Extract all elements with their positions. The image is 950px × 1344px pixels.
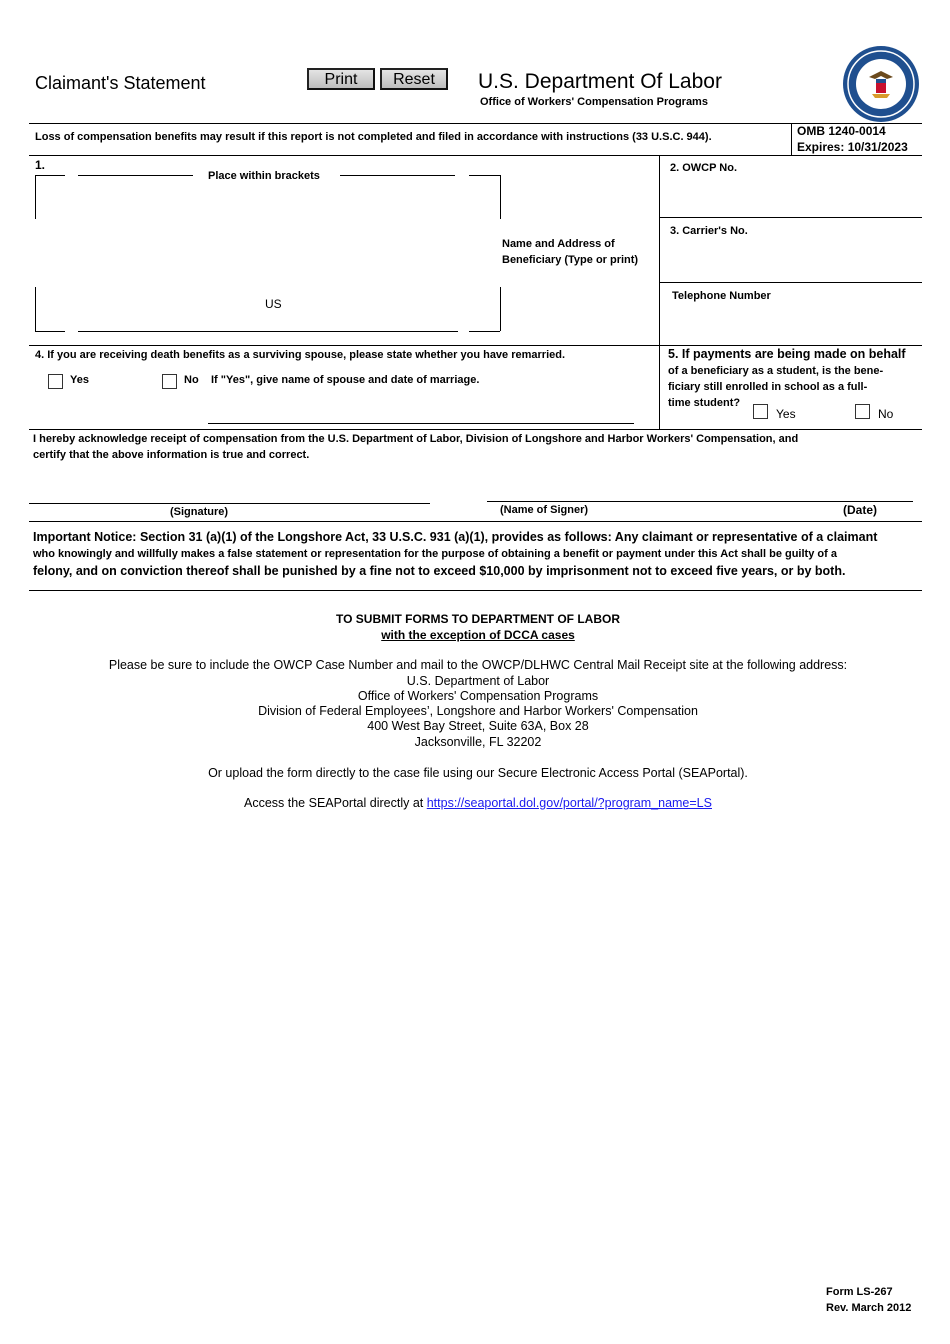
bracket-label: Place within brackets bbox=[208, 170, 320, 182]
seaportal-access bbox=[0, 796, 950, 810]
address-line-2: Office of Workers' Compensation Programs bbox=[357, 689, 599, 703]
agency-name: U.S. Department Of Labor bbox=[478, 70, 722, 93]
beneficiary-label: Name and Address of Beneficiary (Type or print) bbox=[502, 238, 639, 266]
submit-heading: TO SUBMIT FORMS TO DEPARTMENT OF LABOR bbox=[336, 612, 620, 626]
reset-button[interactable]: Reset bbox=[380, 68, 448, 90]
remarried-no-checkbox[interactable] bbox=[162, 374, 177, 389]
expiration-date: Expires: 10/31/2023 bbox=[797, 140, 908, 154]
acknowledge-line1: I hereby acknowledge receipt of compensation from the U.S. Department of Labor, Division of Longshore and Harbor Workers' Compensation, and bbox=[33, 433, 799, 445]
form-title: Claimant's Statement bbox=[35, 73, 206, 93]
date-label: (Date) bbox=[843, 503, 878, 517]
omb-number: OMB 1240-0014 bbox=[797, 124, 886, 138]
beneficiary-country: US bbox=[265, 297, 282, 311]
owcp-no-label: 2. OWCP No. bbox=[670, 162, 738, 174]
student-yes-label: Yes bbox=[776, 407, 796, 421]
remarried-no-label: No bbox=[184, 374, 199, 386]
section-1-number: 1. bbox=[35, 158, 46, 172]
section-4-question: 4. If you are receiving death benefits as a surviving spouse, please state whether you have remarried. bbox=[35, 349, 566, 361]
important-notice-line1: Important Notice: Section 31 (a)(1) of the Longshore Act, 33 U.S.C. 931 (a)(1), provides as follows: Any claimant or representative of a claimant bbox=[33, 530, 878, 544]
submit-intro: Please be sure to include the OWCP Case Number and mail to the OWCP/DLHWC Central Mail Receipt site at the following address: bbox=[108, 658, 848, 672]
signature-input[interactable] bbox=[29, 482, 429, 502]
important-notice-line2: who knowingly and willfully makes a false statement or representation for the purpose of obtaining a benefit or payment under this Act shall be guilty of a bbox=[33, 548, 837, 560]
section-5-line3: ficiary still enrolled in school as a full- bbox=[668, 381, 868, 393]
telephone-label: Telephone Number bbox=[672, 290, 771, 302]
dol-seal-icon bbox=[842, 45, 920, 123]
carrier-no-input[interactable] bbox=[668, 243, 918, 277]
signature-label: (Signature) bbox=[170, 506, 229, 518]
carrier-no-label: 3. Carrier's No. bbox=[670, 225, 748, 237]
office-name: Office of Workers' Compensation Programs bbox=[480, 96, 708, 108]
owcp-no-input[interactable] bbox=[668, 180, 918, 214]
form-number: Form LS-267 bbox=[826, 1286, 893, 1298]
submit-subheading: with the exception of DCCA cases bbox=[381, 628, 575, 642]
loss-notice: Loss of compensation benefits may result if this report is not completed and filed in accordance with instructions (33 U.S.C. 944). bbox=[35, 131, 712, 143]
signer-name-label: (Name of Signer) bbox=[500, 504, 589, 516]
important-notice-line3: felony, and on conviction thereof shall be punished by a fine not to exceed $10,000 by imprisonment not to exceed five years, or by both. bbox=[33, 564, 846, 578]
address-line-4: 400 West Bay Street, Suite 63A, Box 28 bbox=[367, 719, 589, 733]
student-no-label: No bbox=[878, 407, 894, 421]
seaportal-access-text: Access the SEAPortal directly at bbox=[244, 796, 424, 810]
remarried-yes-checkbox[interactable] bbox=[48, 374, 63, 389]
address-line-1: U.S. Department of Labor bbox=[406, 674, 550, 688]
address-line-5: Jacksonville, FL 32202 bbox=[414, 735, 542, 749]
student-yes-checkbox[interactable] bbox=[753, 404, 768, 419]
address-line-3: Division of Federal Employees’, Longshore and Harbor Workers' Compensation bbox=[258, 704, 698, 718]
signer-name-input[interactable] bbox=[488, 480, 912, 500]
remarried-yes-label: Yes bbox=[70, 374, 89, 386]
upload-instruction: Or upload the form directly to the case file using our Secure Electronic Access Portal (SEAPortal). bbox=[208, 766, 748, 780]
student-no-checkbox[interactable] bbox=[855, 404, 870, 419]
section-5-line1: 5. If payments are being made on behalf bbox=[668, 347, 906, 361]
section-5-line4: time student? bbox=[668, 397, 741, 409]
section-5-line2: of a beneficiary as a student, is the bene- bbox=[668, 365, 884, 377]
telephone-input[interactable] bbox=[668, 308, 918, 338]
form-revision: Rev. March 2012 bbox=[826, 1302, 912, 1314]
spouse-name-date-input[interactable] bbox=[208, 400, 634, 422]
if-yes-instruction: If "Yes", give name of spouse and date of marriage. bbox=[211, 374, 480, 386]
print-button[interactable]: Print bbox=[307, 68, 375, 90]
acknowledge-line2: certify that the above information is true and correct. bbox=[33, 449, 310, 461]
seaportal-link[interactable]: https://seaportal.dol.gov/portal/?program_name=LS bbox=[426, 796, 712, 810]
